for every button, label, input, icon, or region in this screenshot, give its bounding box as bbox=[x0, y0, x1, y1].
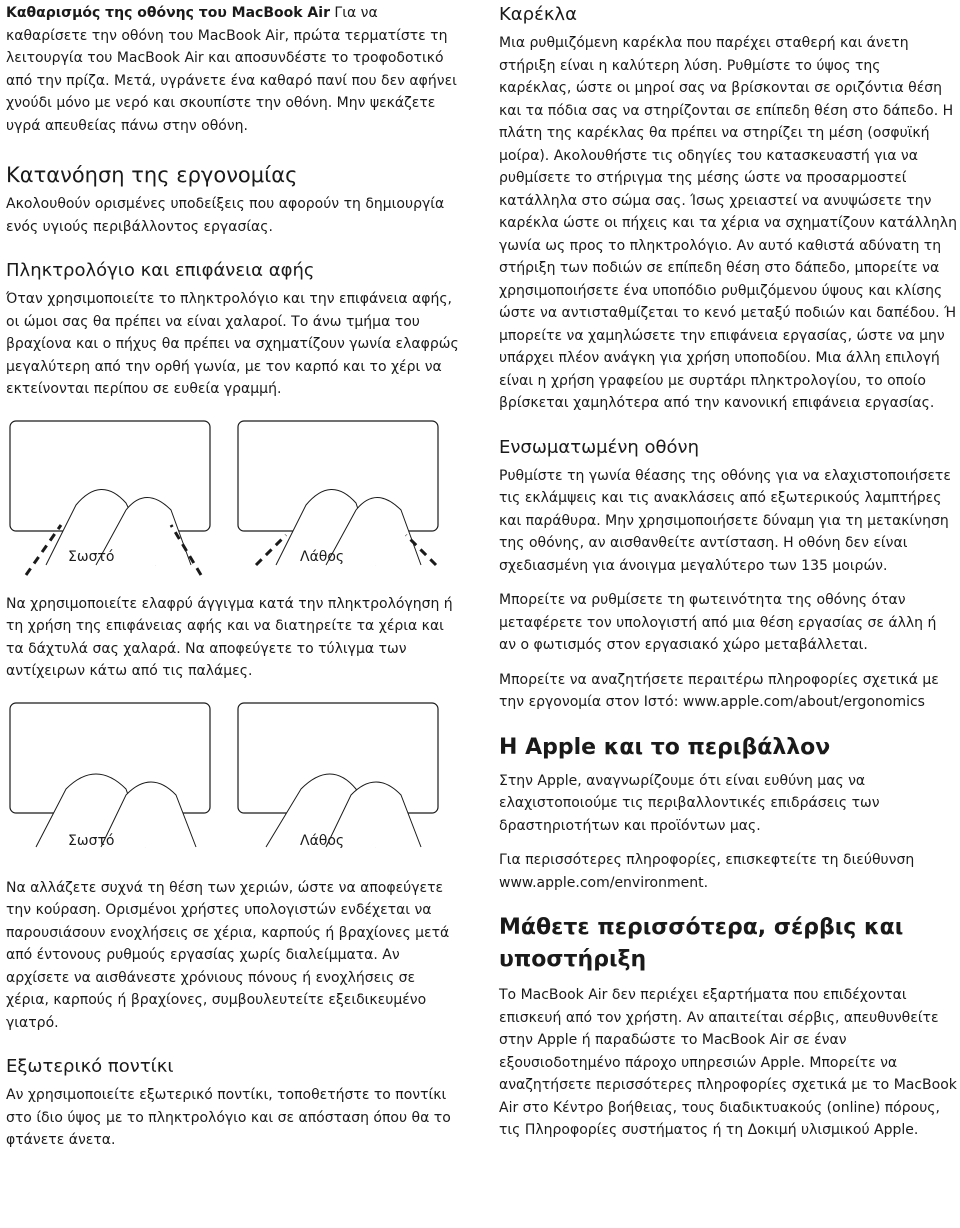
support-text: Το MacBook Air δεν περιέχει εξαρτήματα που επιδέχονται επισκευή από τον χρήστη. Αν απαιτείται σέρβις, απευθυνθείτε στην Apple ή παραδώστε το MacBook Air σε έναν εξουσιοδοτημένο πάροχο υπηρεσιών Apple. Μπορείτε να αναζητήσετε περισσότερες πληροφορίες σχετικά με το MacBook Air στο Κέντρο βοήθειας, τους διαδικτυακούς (online) πόρους, τις Πληροφορίες συστήματος ή τη Δοκιμή υλισμικού Apple. bbox=[499, 987, 957, 1138]
figure2-correct-caption: Σωστό bbox=[68, 832, 115, 849]
environment-text-2: Για περισσότερες πληροφορίες, επισκεφτείτε τη διεύθυνση www.apple.com/environment. bbox=[499, 852, 915, 891]
chair-text: Μια ρυθμιζόμενη καρέκλα που παρέχει σταθερή και άνετη στήριξη είναι η καλύτερη λύση. Ρυθμίστε το ύψος της καρέκλας, ώστε οι μηροί σας να βρίσκονται σε οριζόντια θέση και τα πόδια σας να στηρίζονται σε επίπεδη θέση στο δάπεδο. Η πλάτη της καρέκλας θα πρέπει να στηρίζει τη μέση (οσφυϊκή μοίρα). Ακολουθήστε τις οδηγίες του κατασκευαστή για να ρυθμίσετε το στήριγμα της μέσης ώστε να προσαρμοστεί κατάλληλα στο σώμα σας. Ίσως χρειαστεί να ανυψώσετε την καρέκλα ώστε οι πήχεις και τα χέρια να σχηματίζουν κατάλληλη γωνία ως προς το πληκτρολόγιο. Αν αυτό καθιστά αδύνατη τη στήριξη των ποδιών σε επίπεδη θέση στο δάπεδο, μπορείτε να χρησιμοποιήσετε ένα υποπόδιο ρυθμιζόμενου ύψους και κλίσης ώστε να αντισταθμίζεται το κενό μεταξύ ποδιών και δαπέδου. Ή μπορείτε να χαμηλώσετε την επιφάνεια εργασίας, ώστε να μην υπάρχει πλέον ανάγκη για χρήση υποποδίου. Μια άλλη επιλογή είναι η χρήση γραφείου με συρτάρι πληκτρολογίου, το οποίο βρίσκεται χαμηλότερα από την κανονική επιφάνεια εργασίας. bbox=[499, 35, 957, 411]
right-column bbox=[499, 0, 957, 1142]
display-heading: Ενσωματωμένη οθόνη bbox=[499, 436, 700, 458]
support-heading: Μάθετε περισσότερα, σέρβις και υποστήριξη bbox=[499, 915, 904, 972]
keyboard-heading: Πληκτρολόγιο και επιφάνεια αφής bbox=[6, 260, 315, 281]
ergonomics-heading: Κατανόηση της εργονομίας bbox=[6, 163, 298, 187]
environment-text: Στην Apple, αναγνωρίζουμε ότι είναι ευθύνη μας να ελαχιστοποιούμε τις περιβαλλοντικές επιδράσεις των δραστηριοτήτων και προϊόντων μας. bbox=[499, 772, 880, 834]
ergonomics-text: Ακολουθούν ορισμένες υποδείξεις που αφορούν τη δημιουργία ενός υγιούς περιβάλλοντος εργασίας. bbox=[6, 196, 445, 235]
keyboard-text: Όταν χρησιμοποιείτε το πληκτρολόγιο και την επιφάνεια αφής, οι ώμοι σας θα πρέπει να είναι χαλαροί. Το άνω τμήμα του βραχίονα και ο πήχυς θα πρέπει να σχηματίζουν γωνία ελαφρώς μεγαλύτερη από την ορθή γωνία, με τον καρπό και το χέρι να εκτείνονται περίπου σε ευθεία γραμμή. bbox=[6, 291, 459, 397]
keyboard-posture-figure bbox=[6, 415, 456, 585]
left-column bbox=[6, 0, 461, 1152]
display-text-3: Μπορείτε να αναζητήσετε περαιτέρω πληροφορίες σχετικά με την εργονομία στον Ιστό: www.apple.com/about/ergonomics bbox=[499, 671, 939, 710]
cleaning-title: Καθαρισμός της οθόνης του MacBook Air bbox=[6, 5, 330, 21]
figure2-wrong-caption: Λάθος bbox=[300, 832, 345, 849]
keyboard-hands-figure bbox=[6, 697, 456, 869]
keyboard-text-3: Να αλλάζετε συχνά τη θέση των χεριών, ώστε να αποφεύγετε την κούραση. Ορισμένοι χρήστες υπολογιστών ενδέχεται να παρουσιάσουν ενοχλήσεις σε χέρια, καρπούς ή βραχίονες μετά από έντονους ρυθμούς εργασίας χωρίς διαλείμματα. Αν αρχίσετε να αισθάνεστε χρόνιους πόνους ή ενοχλήσεις σε χέρια, καρπούς ή βραχίονες, συμβουλευτείτε εξειδικευμένο γιατρό. bbox=[6, 879, 450, 1031]
display-text-2: Μπορείτε να ρυθμίσετε τη φωτεινότητα της οθόνης όταν μεταφέρετε τον υπολογιστή από μια θέση εργασίας σε άλλη ή αν ο φωτισμός στον εργασιακό χώρο μεταβάλλεται. bbox=[499, 592, 937, 653]
keyboard-text-2: Να χρησιμοποιείτε ελαφρύ άγγιγμα κατά την πληκτρολόγηση ή τη χρήση της επιφάνειας αφής και να διατηρείτε τα χέρια και τα δάχτυλά σας χαλαρά. Να αποφεύγετε το τύλιγμα των αντίχειρων κάτω από τις παλάμες. bbox=[6, 595, 453, 679]
display-text: Ρυθμίστε τη γωνία θέασης της οθόνης για να ελαχιστοποιήσετε τις εκλάμψεις και τις ανακλάσεις από εξωτερικούς λαμπτήρες και παράθυρα. Μην χρησιμοποιήσετε δύναμη για τη μετακίνηση της οθόνης, αν αισθανθείτε αντίσταση. Η οθόνη δεν είναι σχεδιασμένη για άνοιγμα μεγαλύτερο των 135 μοιρών. bbox=[499, 467, 951, 574]
mouse-heading: Εξωτερικό ποντίκι bbox=[6, 1056, 174, 1077]
cleaning-paragraph bbox=[6, 2, 461, 137]
chair-heading: Καρέκλα bbox=[499, 4, 577, 25]
cleaning-text: Για να καθαρίσετε την οθόνη του MacBook Air, πρώτα τερματίστε τη λειτουργία του MacBook Air και αποσυνδέστε το τροφοδοτικό από την πρίζα. Μετά, υγράνετε ένα καθαρό πανί που δεν αφήνει χνούδι μόνο με νερό και σκουπίστε την οθόνη. Μην ψεκάζετε υγρά απευθείας πάνω στην οθόνη. bbox=[6, 5, 457, 134]
figure1-wrong-caption: Λάθος bbox=[300, 548, 345, 565]
figure1-correct-caption: Σωστό bbox=[68, 548, 115, 565]
environment-heading: Η Apple και το περιβάλλον bbox=[499, 734, 831, 760]
mouse-text: Αν χρησιμοποιείτε εξωτερικό ποντίκι, τοποθετήστε το ποντίκι στο ίδιο ύψος με το πληκτρολόγιο και σε απόσταση όπου θα το φτάνετε άνετα. bbox=[6, 1087, 451, 1148]
